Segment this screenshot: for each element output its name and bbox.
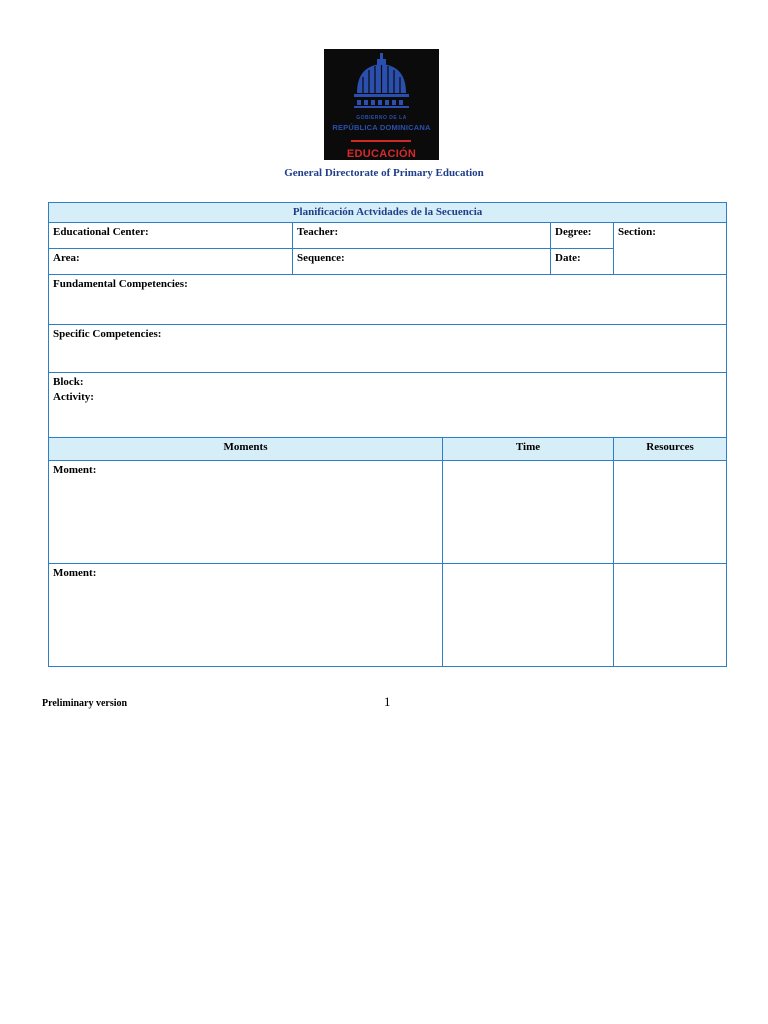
resources-cell[interactable] (614, 564, 727, 667)
dome-icon (324, 49, 439, 115)
time-column-header: Time (443, 438, 614, 461)
time-cell[interactable] (443, 564, 614, 667)
logo-text-gobierno: GOBIERNO DE LA (356, 115, 407, 121)
specific-competencies-row (49, 325, 727, 373)
moment-cell[interactable]: Moment: (49, 564, 443, 667)
block-activity-row (49, 373, 727, 438)
block-activity-field[interactable] (49, 373, 727, 438)
section-field[interactable]: Section: (614, 223, 727, 275)
directorate-subtitle: General Directorate of Primary Education (284, 167, 484, 179)
info-row-1 (49, 223, 727, 249)
logo-text-educacion: EDUCACIÓN (346, 148, 417, 160)
preliminary-version-label: Preliminary version (42, 698, 128, 709)
moment-row (49, 564, 727, 667)
specific-competencies-field[interactable]: Specific Competencies: (49, 325, 727, 373)
degree-field[interactable]: Degree: (551, 223, 614, 249)
area-field[interactable]: Area: (49, 249, 293, 275)
form-title-row (49, 203, 727, 223)
teacher-field[interactable]: Teacher: (293, 223, 551, 249)
page-number: 1 (384, 694, 391, 709)
educational-center-field[interactable]: Educational Center: (49, 223, 293, 249)
ministry-logo (324, 49, 439, 160)
logo-divider (351, 140, 411, 142)
resources-column-header: Resources (614, 438, 727, 461)
sequence-field[interactable]: Sequence: (293, 249, 551, 275)
moments-column-header: Moments (49, 438, 443, 461)
activity-label: Activity: (53, 391, 94, 403)
moment-cell[interactable]: Moment: (49, 461, 443, 564)
logo-text-republica: REPÚBLICA DOMINICANA (332, 123, 431, 132)
moment-row (49, 461, 727, 564)
fundamental-competencies-field[interactable]: Fundamental Competencies: (49, 275, 727, 325)
block-label: Block: (53, 376, 84, 388)
time-cell[interactable] (443, 461, 614, 564)
resources-cell[interactable] (614, 461, 727, 564)
moments-header-row (49, 438, 727, 461)
planning-form-table (48, 202, 727, 667)
date-field[interactable]: Date: (551, 249, 614, 275)
form-title: Planificación Actvidades de la Secuencia (49, 203, 727, 223)
fundamental-competencies-row (49, 275, 727, 325)
